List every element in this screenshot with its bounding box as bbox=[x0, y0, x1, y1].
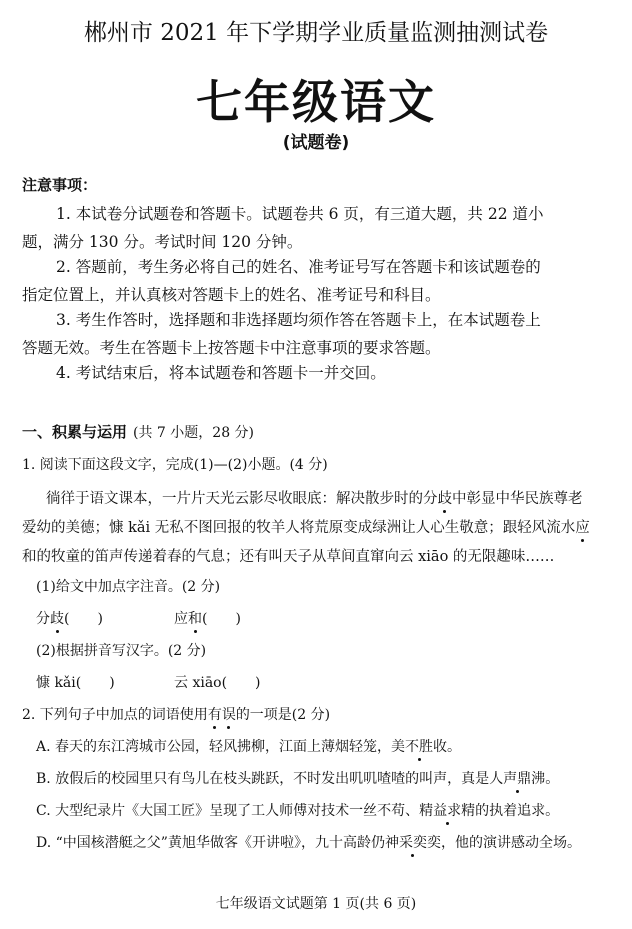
notice-line: 4. 考试结束后，将本试题卷和答题卡一并交回。 bbox=[56, 364, 386, 382]
paper-type: (试题卷) bbox=[282, 133, 350, 153]
dotted-char: 歧 bbox=[50, 611, 64, 627]
dotted-phrase: 美不胜收 bbox=[391, 739, 448, 755]
option-a: A. 春天的东江湾城市公园，轻风拂柳，江面上薄烟轻笼，美不胜收。 bbox=[36, 739, 462, 755]
pinyin-item-b: 应和( ) bbox=[174, 611, 241, 627]
answer-blank: ( ) bbox=[64, 611, 103, 627]
section-title: 一、积累与运用 bbox=[22, 423, 128, 441]
dotted-char: 有 bbox=[207, 707, 222, 723]
option-b: B. 放假后的校园里只有鸟儿在枝头跳跃，不时发出叽叽喳喳的叫声，真是人声鼎沸。 bbox=[36, 771, 560, 787]
dotted-char: 应 bbox=[575, 520, 590, 536]
exam-title: 郴州市 2021 年下学期学业质量监测抽测试卷 bbox=[83, 20, 549, 46]
dotted-phrase: 人声鼎沸 bbox=[489, 771, 546, 787]
notice-line: 2. 答题前，考生务必将自己的姓名、准考证号写在答题卡和该试题卷的 bbox=[56, 258, 541, 276]
question-2-stem: 2. 下列句子中加点的词语使用有误的一项是(2 分) bbox=[22, 707, 331, 723]
notice-line: 答题无效。考生在答题卡上按答题卡中注意事项的要求答题。 bbox=[22, 339, 441, 357]
pinyin-item-a: 分歧( ) bbox=[36, 611, 103, 627]
passage-line: 徜徉于语文课本，一片片天光云影尽收眼底：解决散步时的分歧中彰显中华民族尊老 bbox=[46, 491, 583, 507]
sub-question-2: (2)根据拼音写汉字。(2 分) bbox=[36, 643, 207, 659]
passage-line: 爱幼的美德；慷 kǎi 无私不图回报的牧羊人将荒原变成绿洲让人心生敬意；跟轻风流水应 bbox=[22, 520, 590, 536]
hanzi-item-a: 慷 kǎi( ) bbox=[36, 675, 115, 691]
dotted-char: 误 bbox=[221, 707, 236, 723]
answer-blank: ( ) bbox=[202, 611, 241, 627]
option-c: C. 大型纪录片《大国工匠》呈现了工人师傅对技术一丝不苟、精益求精的执着追求。 bbox=[36, 803, 560, 819]
hanzi-item-b: 云 xiāo( ) bbox=[174, 675, 261, 691]
sub-question-1: (1)给文中加点字注音。(2 分) bbox=[36, 579, 221, 595]
notice-line: 指定位置上，并认真核对答题卡上的姓名、准考证号和科目。 bbox=[22, 286, 441, 304]
dotted-phrase: 神采奕奕 bbox=[384, 835, 441, 851]
notice-heading: 注意事项： bbox=[22, 176, 98, 194]
section-note: (共 7 小题，28 分) bbox=[133, 425, 255, 441]
dotted-phrase: 精益求精 bbox=[419, 803, 476, 819]
section-heading bbox=[22, 421, 254, 442]
option-d: D. “中国核潜艇之父”黄旭华做客《开讲啦》，九十高龄仍神采奕奕，他的演讲感动全场。 bbox=[36, 835, 581, 851]
notice-line: 1. 本试卷分试题卷和答题卡。试题卷共 6 页，有三道大题，共 22 道小 bbox=[56, 205, 544, 223]
question-1-stem: 1. 阅读下面这段文字，完成(1)—(2)小题。(4 分) bbox=[22, 457, 328, 473]
notice-line: 题，满分 130 分。考试时间 120 分钟。 bbox=[22, 233, 303, 251]
dotted-char: 歧 bbox=[437, 491, 452, 507]
notice-line: 3. 考生作答时，选择题和非选择题均须作答在答题卡上，在本试题卷上 bbox=[56, 311, 541, 329]
grade-subject-title: 七年级语文 bbox=[196, 75, 436, 129]
passage-line: 和的牧童的笛声传递着春的气息；还有叫天子从草间直窜向云 xiāo 的无限趣味…… bbox=[22, 549, 555, 565]
page-footer: 七年级语文试题第 1 页(共 6 页) bbox=[215, 896, 417, 912]
dotted-char: 和 bbox=[188, 611, 202, 627]
